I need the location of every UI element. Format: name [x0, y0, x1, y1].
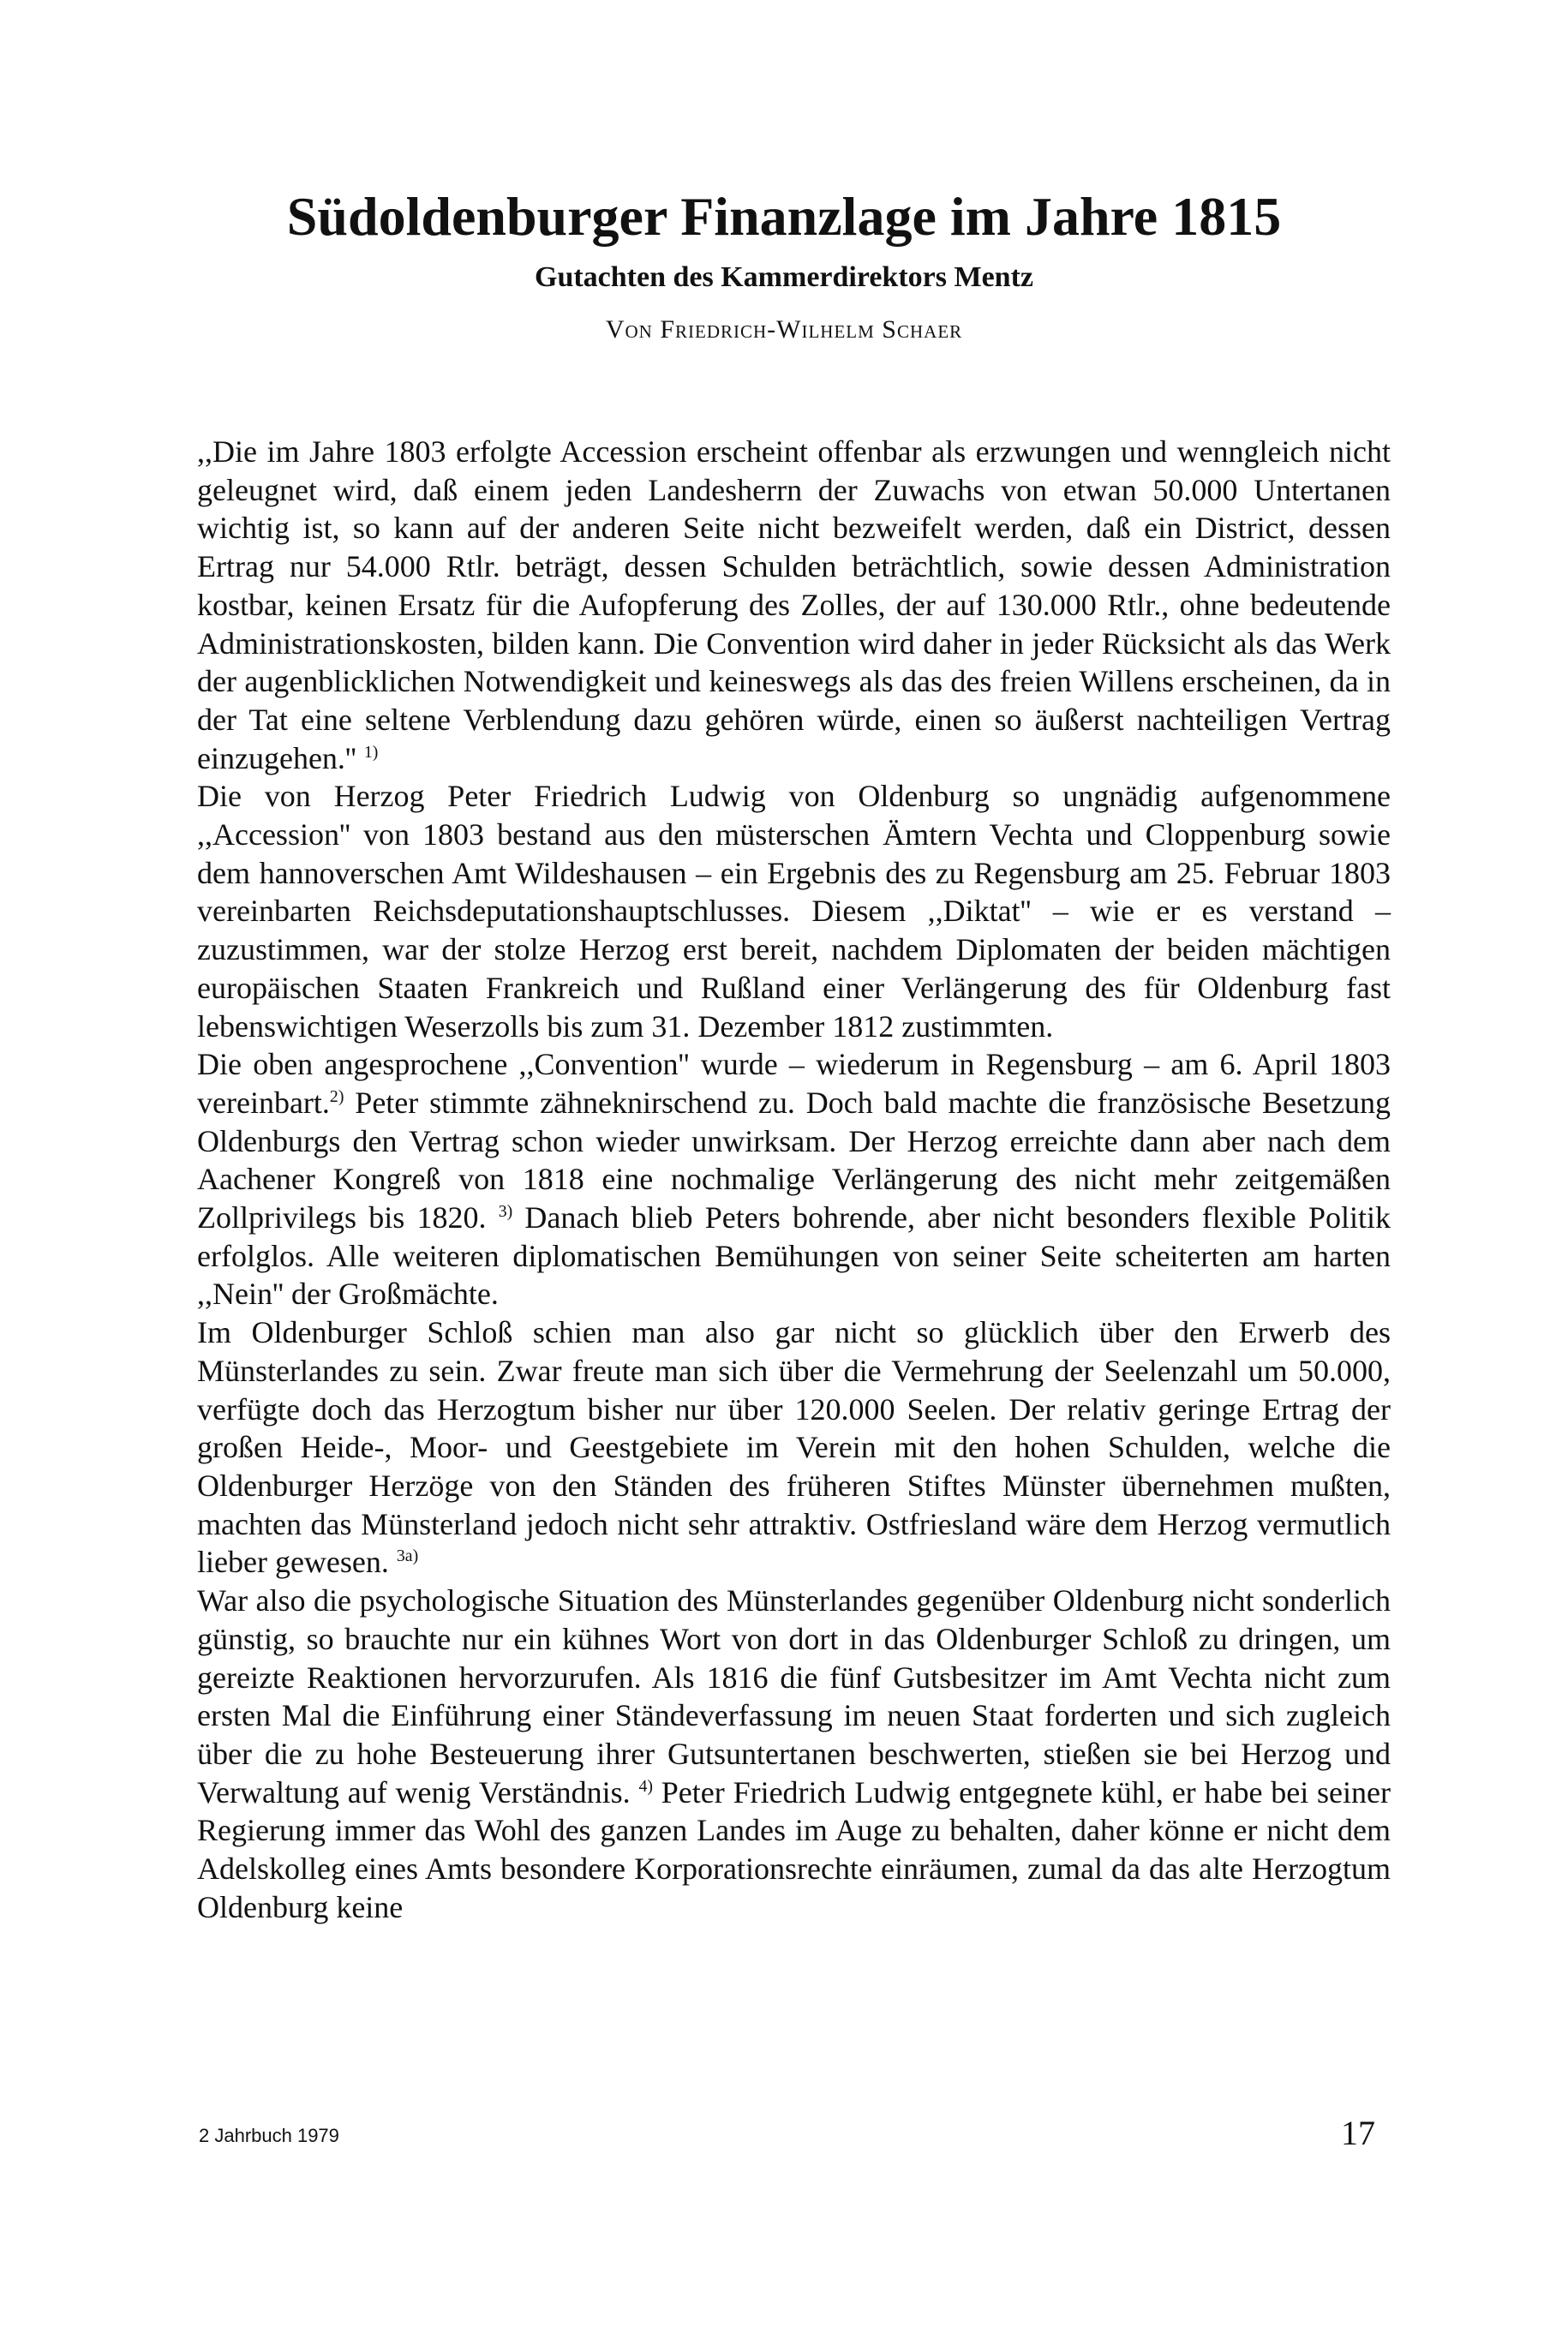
- footer-signature: 2 Jahrbuch 1979: [199, 2125, 339, 2146]
- article-title: Südoldenburger Finanzlage im Jahre 1815: [286, 186, 1282, 247]
- footnote-ref: 3): [498, 1202, 513, 1222]
- article-body: [197, 433, 1391, 1926]
- paragraph: [197, 777, 1391, 1045]
- paragraph-text: Im Oldenburger Schloß schien man also gar nicht so glücklich über den Erwerb des Münsterlandes zu sein. Zwar freute man sich über die Vermehrung der Seelenzahl um 50.000, verfügte doch das Herzogtum bisher nur über 120.000 Seelen. Der relativ geringe Ertrag der großen Heide-, Moor- und Geestgebiete im Verein mit den hohen Schulden, welche die Oldenburger Herzöge von den Ständen des früheren Stiftes Münster übernehmen mußten, machten das Münsterland jedoch nicht sehr attraktiv. Ostfriesland wäre dem Herzog vermutlich lieber gewesen.: [197, 1315, 1391, 1580]
- paragraph-quote: [197, 433, 1391, 777]
- paragraph-text: Die von Herzog Peter Friedrich Ludwig von Oldenburg so ungnädig aufgenommene ,,Accession'' von 1803 bestand aus den müsterschen Ämtern Vechta und Cloppenburg sowie dem hannoverschen Amt Wildeshausen – ein Ergebnis des zu Regensburg am 25. Februar 1803 vereinbarten Reichsdeputationshauptschlusses. Diesem ,,Diktat'' – wie er es verstand – zuzustimmen, war der stolze Herzog erst bereit, nachdem Diplomaten der beiden mächtigen europäischen Staaten Frankreich und Rußland einer Verlängerung des für Oldenburg fast lebenswichtigen Weserzolls bis zum 31. Dezember 1812 zustimmten.: [197, 779, 1391, 1044]
- footnote-ref: 2): [329, 1086, 344, 1106]
- page-number: 17: [1341, 2114, 1375, 2152]
- paragraph: [197, 1313, 1391, 1582]
- paragraph-text: War also die psychologische Situation des Münsterlandes gegenüber Oldenburg nicht sonderlich günstig, so brauchte nur ein kühnes Wort von dort in das Oldenburger Schloß zu dringen, um gereizte Reaktionen hervorzurufen. Als 1816 die fünf Gutsbesitzer im Amt Vechta nicht zum ersten Mal die Einführung einer Ständeverfassung im neuen Staat forderten und sich zugleich über die zu hohe Besteuerung ihrer Gutsuntertanen beschwerten, stießen sie bei Herzog und Verwaltung auf wenig Verständnis.: [197, 1583, 1391, 1810]
- paragraph: [197, 1045, 1391, 1313]
- article-subtitle: Gutachten des Kammerdirektors Mentz: [535, 261, 1033, 293]
- paragraph-text: Die oben angesprochene ,,Convention'' wurde – wiederum in Regensburg – am 6. April 1803 vereinbart.: [197, 1047, 1391, 1120]
- paragraph-text: ,,Die im Jahre 1803 erfolgte Accession erscheint offenbar als erzwungen und wenngleich nicht geleugnet wird, daß einem jeden Landesherrn der Zuwachs von etwan 50.000 Untertanen wichtig ist, so kann auf der anderen Seite nicht bezweifelt werden, daß ein District, dessen Ertrag nur 54.000 Rtlr. beträgt, dessen Schulden beträchtlich, sowie dessen Administration kostbar, keinen Ersatz für die Aufopferung des Zolles, der auf 130.000 Rtlr., ohne bedeutende Administrationskosten, bilden kann. Die Convention wird daher in jeder Rücksicht als das Werk der augenblicklichen Notwendigkeit und keineswegs als das des freien Willens erscheinen, da in der Tat eine seltene Verblendung dazu gehören würde, einen so äußerst nachteiligen Vertrag einzugehen.'': [197, 434, 1391, 775]
- article-author: Von Friedrich-Wilhelm Schaer: [605, 315, 963, 344]
- paragraph: [197, 1582, 1391, 1926]
- footnote-ref: 3a): [396, 1546, 419, 1566]
- paragraph-text: Danach blieb Peters bohrende, aber nicht besonders flexible Politik erfolglos. Alle weiteren diplomatischen Bemühungen von seiner Seite scheiterten am harten ,,Nein'' der Großmächte.: [197, 1200, 1391, 1312]
- footnote-ref: 1): [363, 742, 379, 762]
- paragraph-text: Peter stimmte zähneknirschend zu. Doch bald machte die französische Besetzung Oldenburgs den Vertrag schon wieder unwirksam. Der Herzog erreichte dann aber nach dem Aachener Kongreß von 1818 eine nochmalige Verlängerung des nicht mehr zeitgemäßen Zollprivilegs bis 1820.: [197, 1085, 1391, 1235]
- paragraph-text: Peter Friedrich Ludwig entgegnete kühl, er habe bei seiner Regierung immer das Wohl des ganzen Landes im Auge zu behalten, daher könne er nicht dem Adelskolleg eines Amts besondere Korporationsrechte einräumen, zumal da das alte Herzogtum Oldenburg keine: [197, 1774, 1391, 1924]
- footnote-ref: 4): [638, 1776, 653, 1796]
